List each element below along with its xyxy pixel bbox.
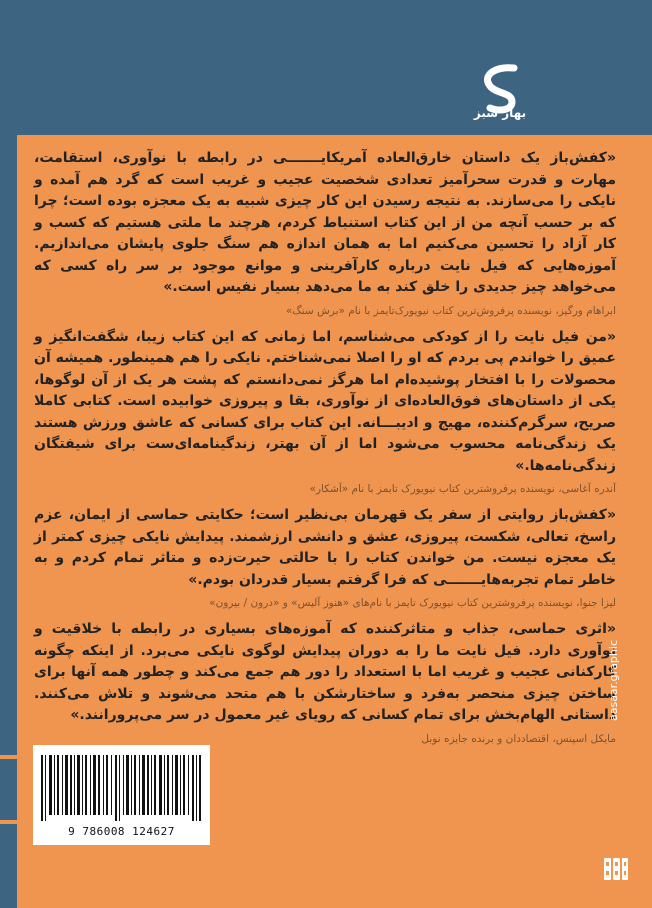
quote-attribution: ابراهام ورگیز، نویسنده پرفروش‌ترین کتاب نیویورک‌تایمز با نام «برش سنگ» bbox=[285, 304, 616, 317]
blurb-content bbox=[34, 148, 616, 755]
isbn-number: 9 786008 124627 bbox=[68, 825, 175, 838]
social-handle-text: aasaar.graphic bbox=[607, 640, 620, 722]
strip-divider bbox=[0, 755, 17, 759]
quote-text: «کفش‌باز روایتی از سفر یک قهرمان بی‌نظیر است؛ حکایتی حماسی از ایمان، عزم راسخ، تعالی، شکست، پیروزی، عشق و دانشی ارزشمند. پیدایش نایکی چیزی کمتر از یک معجزه نیست. من خواندن کتاب را با حالتی حیرت‌زده و متاثر تمام کردم و به خاطر تمام تجربه‌هایـــــــی که فرا گرفتم بسیار قدردان بودم.» bbox=[34, 507, 616, 588]
social-handle bbox=[607, 640, 621, 840]
quote-text: «اثری حماسی، جذاب و متاثرکننده که آموزه‌های بسیاری در رابطه با خلاقیت و نوآوری دارد. فیل نایت ما را به دوران پیدایش لوگوی نایکی می‌برد. از اینکه چگونه کارکنانی عجیب و غریب اما با استعداد را دور هم جمع می‌کند و چطور همه آنها برای ساختن چیزی منحصر به‌فرد و ساختارشکن با هم متحد می‌شوند و تلاش می‌کنند. داستانی الهام‌بخش برای تمام کسانی که رویای غیر معمول در سر می‌پرورانند.» bbox=[34, 621, 616, 723]
strip-divider bbox=[0, 820, 17, 824]
barcode-bars-icon bbox=[41, 755, 202, 821]
quote-attribution: لیزا جنوا، نویسنده پرفروشترین کتاب نیویورک تایمز با نام‌های «هنوز آلیس» و «درون / بیرون» bbox=[209, 597, 616, 609]
quote-attribution: آندره آغاسی، نویسنده پرفروشترین کتاب نیویورک تایمز با نام «آشکار» bbox=[309, 483, 616, 495]
top-color-band bbox=[0, 0, 652, 135]
quote-text: «کفش‌باز یک داستان خارق‌العاده آمریکایـــــــی در رابطه با نوآوری، استقامت، مهارت و قدرت سحرآمیز تعدادی شخصیت عجیب و غریب است که گرد هم آمده و نایکی را می‌سازند. به نتیجه رسیدن این کار چیزی شبیه به یک معجزه بوده است؛ چرا که بر حسب آنچه من از این کتاب استنباط کردم، هرچند ما ملتی هستیم که کسب و کار آزاد را تحسین می‌کنیم اما به همان اندازه هم سنگ جلوی پایشان می‌اندازیم. آموزه‌هایی که فیل نایت درباره کارآفرینی و موانع موجود بر سر راه کسی که می‌خواهد چیز جدیدی را خلق کند به ما می‌دهد بسیار نفیس است.» bbox=[34, 150, 616, 295]
publisher-name: بهار سبز bbox=[473, 106, 527, 120]
left-color-strip bbox=[0, 0, 17, 908]
barcode bbox=[33, 745, 210, 845]
designer-logo-icon bbox=[603, 856, 629, 882]
quote-attribution: مایکل اسپنس، اقتصاددان و برنده جایزه نوبل bbox=[421, 732, 616, 745]
quote-text: «من فیل نایت را از کودکی می‌شناسم، اما زمانی که این کتاب زیبا، شگفت‌انگیز و عمیق را خواندم پی بردم که او را اصلا نمی‌شناختم. نایکی را هم همینطور. همیشه آن محصولات را با افتخار پوشیده‌ام اما هرگز نمی‌دانستم که پشت هر یک از آن لوگوها، یکی از داستان‌های فوق‌العاده‌ای از نوآوری، بقا و پیروزی خوابیده است. کتابی کاملا صریح، سرگرم‌کننده، مهیج و ادیبـــانه. این کتاب برای کسانی که عاشق ورزش هستند یک زندگی‌نامه محسوب می‌شود اما از آن بهتر، زندگینامه‌ای‌ست برای شیفتگان زندگی‌نامه‌ها.» bbox=[34, 328, 616, 474]
